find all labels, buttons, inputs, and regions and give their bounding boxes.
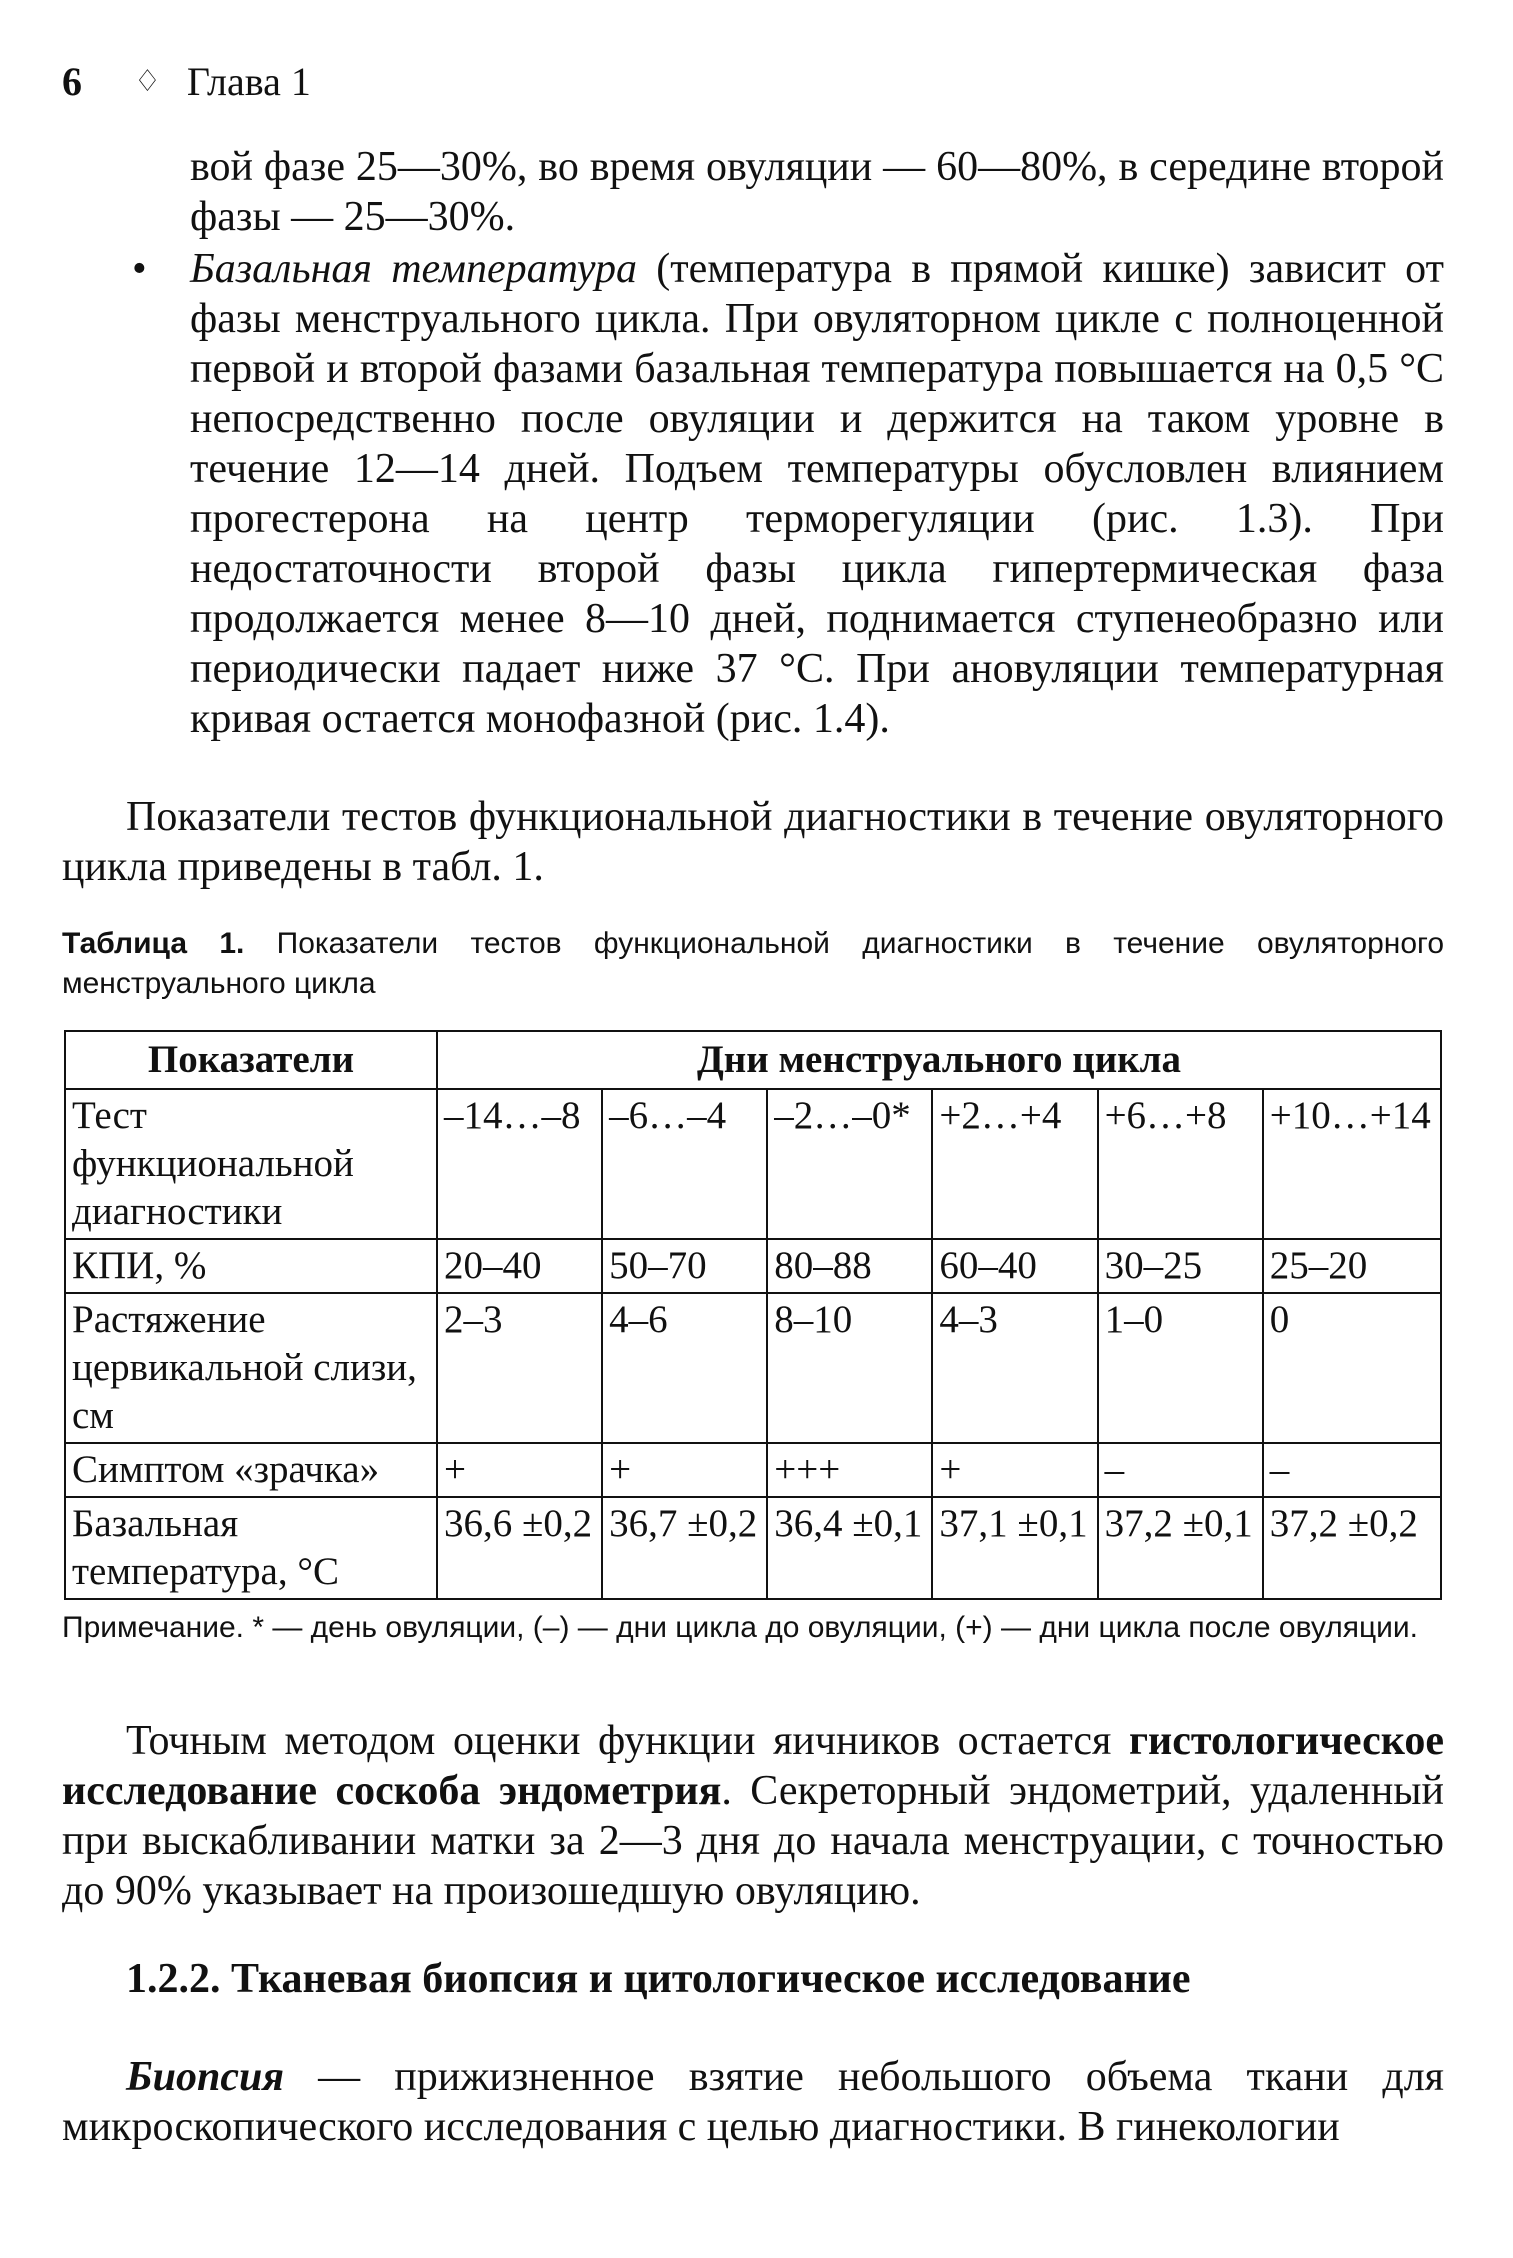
table-cell: + xyxy=(437,1443,602,1497)
table-row xyxy=(65,1089,1441,1239)
table-cell: 37,2 ±0,2 xyxy=(1263,1497,1441,1599)
table-cell: 4–6 xyxy=(602,1293,767,1443)
table-cell: 37,1 ±0,1 xyxy=(932,1497,1097,1599)
table-cell: + xyxy=(932,1443,1097,1497)
table-cell: 8–10 xyxy=(767,1293,932,1443)
diagnostics-table xyxy=(64,1030,1442,1600)
row-label: Растяжение цервикальной слизи, см xyxy=(65,1293,437,1443)
table-caption-label: Таблица 1. xyxy=(62,927,245,960)
table-caption xyxy=(62,924,1444,1004)
table-caption-text: Показатели тестов функциональной диагностики в течение овуляторного менструального цикла xyxy=(62,927,1444,1000)
table-header-row xyxy=(65,1031,1441,1089)
table-cell: 36,4 ±0,1 xyxy=(767,1497,932,1599)
diamond-ornament-icon: ♢ xyxy=(134,65,161,98)
table-cell: +++ xyxy=(767,1443,932,1497)
table-cell: 50–70 xyxy=(602,1239,767,1293)
table-cell: 25–20 xyxy=(1263,1239,1441,1293)
table-note: Примечание. * — день овуляции, (–) — дни цикла до овуляции, (+) — дни цикла после овуляции. xyxy=(62,1611,1418,1644)
header-indicators: Показатели xyxy=(65,1031,437,1089)
bullet-text: (температура в прямой кишке) зависит от фазы менструального цикла. При овуляторном цикле с полноценной первой и второй фазами базальная температура повышается на 0,5 °С непосредственно после овуляции и держится на таком уровне в течение 12—14 дней. Подъем температуры обусловлен влиянием прогестерона на центр терморегуляции (рис. 1.3). При недостаточности второй фазы цикла гипертермическая фаза продолжается менее 8—10 дней, поднимается ступенеобразно или периодически падает ниже 37 °С. При ановуляции температурная кривая остается монофазной (рис. 1.4). xyxy=(190,246,1444,742)
table-cell: 36,6 ±0,2 xyxy=(437,1497,602,1599)
day-range: –6…–4 xyxy=(602,1089,767,1239)
row-label: Тест функциональной диагностики xyxy=(65,1089,437,1239)
day-range: +10…+14 xyxy=(1263,1089,1441,1239)
table-cell: 30–25 xyxy=(1098,1239,1263,1293)
table-cell: – xyxy=(1263,1443,1441,1497)
day-range: –2…–0* xyxy=(767,1089,932,1239)
page-header xyxy=(62,58,311,105)
day-range: –14…–8 xyxy=(437,1089,602,1239)
table-cell: 60–40 xyxy=(932,1239,1097,1293)
table-row xyxy=(65,1293,1441,1443)
table-cell: 2–3 xyxy=(437,1293,602,1443)
bullet-marker: • xyxy=(132,246,147,292)
page-number: 6 xyxy=(62,59,82,104)
paragraph-table-intro: Показатели тестов функциональной диагностики в течение овуляторного цикла приведены в табл. 1. xyxy=(62,794,1444,890)
table-cell: 0 xyxy=(1263,1293,1441,1443)
table-cell: 37,2 ±0,1 xyxy=(1098,1497,1263,1599)
paragraph-continuation: вой фазе 25—30%, во время овуляции — 60—80%, в середине второй фазы — 25—30%. xyxy=(190,144,1444,240)
table-cell: 36,7 ±0,2 xyxy=(602,1497,767,1599)
bullet-basal-temperature xyxy=(62,244,1444,744)
row-label: Базальная температура, °С xyxy=(65,1497,437,1599)
p4-text: — прижизненное взятие небольшого объема ткани для микроскопического исследования с целью диагностики. В гинекологии xyxy=(62,2054,1444,2150)
section-heading: 1.2.2. Тканевая биопсия и цитологическое исследование xyxy=(126,1956,1191,2002)
table-cell: 20–40 xyxy=(437,1239,602,1293)
p3-before: Точным методом оценки функции яичников остается xyxy=(126,1718,1129,1764)
bullet-term: Базальная температура xyxy=(190,246,637,292)
table-cell: 1–0 xyxy=(1098,1293,1263,1443)
day-range: +2…+4 xyxy=(932,1089,1097,1239)
table-cell: 4–3 xyxy=(932,1293,1097,1443)
table-row xyxy=(65,1497,1441,1599)
table-cell: – xyxy=(1098,1443,1263,1497)
table-row xyxy=(65,1443,1441,1497)
table-row xyxy=(65,1239,1441,1293)
paragraph-biopsy xyxy=(62,2052,1444,2152)
header-cycle-days: Дни менструального цикла xyxy=(437,1031,1441,1089)
table-cell: + xyxy=(602,1443,767,1497)
paragraph-histology xyxy=(62,1716,1444,1916)
day-range: +6…+8 xyxy=(1098,1089,1263,1239)
p3-after: . Секреторный эндометрий, удаленный при выскабливании матки за 2—3 дня до начала менструации, с точностью до 90% указывает на произошедшую овуляцию. xyxy=(62,1768,1444,1914)
row-label: Симптом «зрачка» xyxy=(65,1443,437,1497)
chapter-title: Глава 1 xyxy=(186,59,311,104)
p3-bold-term: гистологическое исследование соскоба эндометрия xyxy=(62,1718,1444,1814)
row-label: КПИ, % xyxy=(65,1239,437,1293)
table-cell: 80–88 xyxy=(767,1239,932,1293)
p4-term: Биопсия xyxy=(126,2054,285,2100)
